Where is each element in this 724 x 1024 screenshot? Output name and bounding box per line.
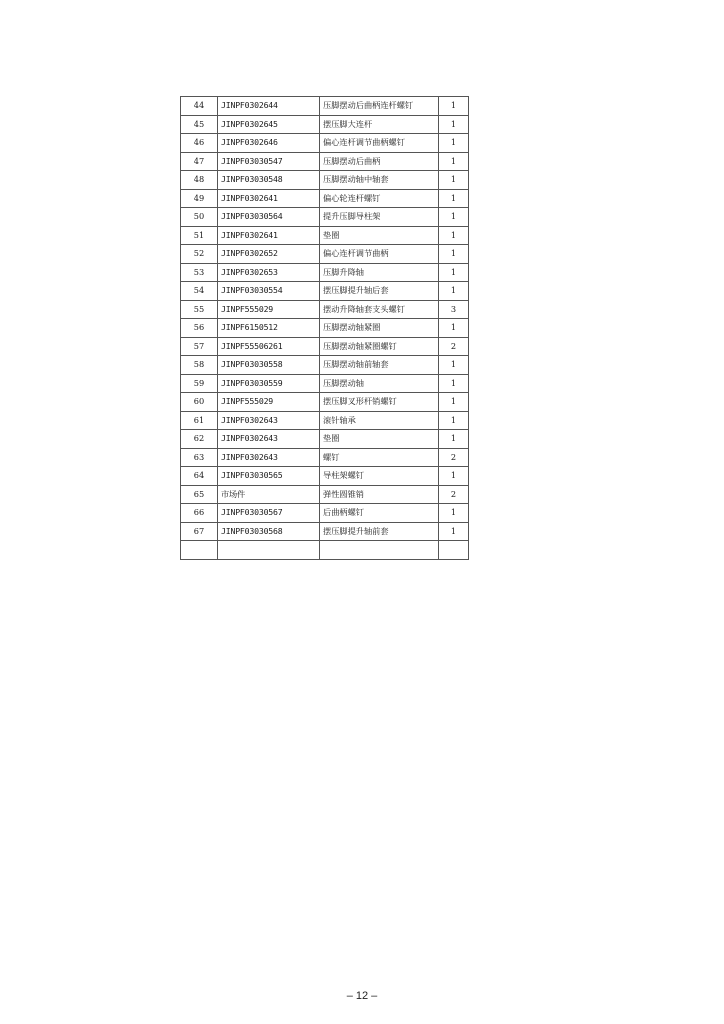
page-number: – 12 – (346, 990, 378, 1002)
part-code-cell: JINPF55506261 (218, 337, 320, 356)
quantity-cell: 1 (439, 263, 469, 282)
table-row (181, 541, 469, 560)
table-row (181, 393, 469, 412)
part-code-cell: JINPF555029 (218, 393, 320, 412)
part-code-cell: JINPF555029 (218, 300, 320, 319)
table-row (181, 356, 469, 375)
row-number-cell: 66 (181, 504, 218, 523)
row-number-cell: 64 (181, 467, 218, 486)
quantity-cell: 1 (439, 152, 469, 171)
table-row (181, 226, 469, 245)
row-number-cell: 53 (181, 263, 218, 282)
part-name-cell: 后曲柄螺钉 (320, 504, 439, 523)
row-number-cell: 55 (181, 300, 218, 319)
quantity-cell: 1 (439, 189, 469, 208)
table-row (181, 467, 469, 486)
table-row (181, 152, 469, 171)
part-code-cell: JINPF03030564 (218, 208, 320, 227)
part-code-cell: JINPF03030547 (218, 152, 320, 171)
part-code-cell: JINPF0302652 (218, 245, 320, 264)
quantity-cell: 1 (439, 374, 469, 393)
part-name-cell: 导柱架螺钉 (320, 467, 439, 486)
part-code-cell: JINPF0302643 (218, 448, 320, 467)
row-number-cell (181, 541, 218, 560)
part-name-cell: 压脚摆动后曲柄连杆螺钉 (320, 97, 439, 116)
part-code-cell: JINPF0302641 (218, 189, 320, 208)
table-row (181, 430, 469, 449)
quantity-cell: 1 (439, 393, 469, 412)
quantity-cell: 3 (439, 300, 469, 319)
row-number-cell: 62 (181, 430, 218, 449)
quantity-cell: 1 (439, 411, 469, 430)
table-row (181, 208, 469, 227)
row-number-cell: 50 (181, 208, 218, 227)
part-name-cell: 压脚摆动轴紧圈 (320, 319, 439, 338)
quantity-cell: 1 (439, 245, 469, 264)
part-name-cell: 压脚摆动轴前轴套 (320, 356, 439, 375)
row-number-cell: 59 (181, 374, 218, 393)
part-code-cell: JINPF0302643 (218, 430, 320, 449)
row-number-cell: 47 (181, 152, 218, 171)
quantity-cell: 1 (439, 171, 469, 190)
row-number-cell: 63 (181, 448, 218, 467)
row-number-cell: 51 (181, 226, 218, 245)
part-name-cell: 压脚摆动轴 (320, 374, 439, 393)
table-row (181, 374, 469, 393)
quantity-cell: 1 (439, 356, 469, 375)
table-row (181, 485, 469, 504)
quantity-cell: 1 (439, 430, 469, 449)
part-code-cell: JINPF03030567 (218, 504, 320, 523)
part-name-cell: 垫圈 (320, 226, 439, 245)
part-code-cell: JINPF0302645 (218, 115, 320, 134)
row-number-cell: 60 (181, 393, 218, 412)
row-number-cell: 61 (181, 411, 218, 430)
quantity-cell: 1 (439, 282, 469, 301)
parts-table (180, 96, 469, 560)
row-number-cell: 56 (181, 319, 218, 338)
table-row (181, 97, 469, 116)
table-row (181, 522, 469, 541)
table-row (181, 337, 469, 356)
part-name-cell: 压脚升降轴 (320, 263, 439, 282)
part-name-cell: 摆压脚提升轴后套 (320, 282, 439, 301)
table-row (181, 504, 469, 523)
row-number-cell: 48 (181, 171, 218, 190)
row-number-cell: 57 (181, 337, 218, 356)
quantity-cell: 1 (439, 134, 469, 153)
quantity-cell: 1 (439, 522, 469, 541)
part-name-cell: 偏心连杆调节曲柄螺钉 (320, 134, 439, 153)
quantity-cell: 1 (439, 467, 469, 486)
row-number-cell: 54 (181, 282, 218, 301)
quantity-cell: 1 (439, 208, 469, 227)
quantity-cell: 1 (439, 226, 469, 245)
table-row (181, 411, 469, 430)
part-name-cell: 压脚摆动后曲柄 (320, 152, 439, 171)
part-name-cell: 垫圈 (320, 430, 439, 449)
part-name-cell (320, 541, 439, 560)
row-number-cell: 52 (181, 245, 218, 264)
part-code-cell: JINPF0302643 (218, 411, 320, 430)
table-row (181, 245, 469, 264)
row-number-cell: 65 (181, 485, 218, 504)
quantity-cell: 1 (439, 115, 469, 134)
table-row (181, 300, 469, 319)
part-name-cell: 摆压脚提升轴前套 (320, 522, 439, 541)
part-code-cell: JINPF03030558 (218, 356, 320, 375)
part-code-cell: JINPF0302641 (218, 226, 320, 245)
table-row (181, 319, 469, 338)
quantity-cell: 2 (439, 448, 469, 467)
part-code-cell: JINPF03030559 (218, 374, 320, 393)
part-name-cell: 摆压脚叉形杆销螺钉 (320, 393, 439, 412)
part-name-cell: 提升压脚导柱架 (320, 208, 439, 227)
table-row (181, 282, 469, 301)
part-name-cell: 偏心轮连杆螺钉 (320, 189, 439, 208)
part-code-cell: JINPF03030554 (218, 282, 320, 301)
table-row (181, 448, 469, 467)
part-code-cell: JINPF03030548 (218, 171, 320, 190)
quantity-cell (439, 541, 469, 560)
table-row (181, 115, 469, 134)
part-name-cell: 摆压脚大连杆 (320, 115, 439, 134)
part-code-cell: JINPF6150512 (218, 319, 320, 338)
row-number-cell: 49 (181, 189, 218, 208)
table-row (181, 263, 469, 282)
part-code-cell: 市场件 (218, 485, 320, 504)
part-name-cell: 压脚摆动轴中轴套 (320, 171, 439, 190)
quantity-cell: 1 (439, 504, 469, 523)
row-number-cell: 45 (181, 115, 218, 134)
quantity-cell: 2 (439, 485, 469, 504)
part-name-cell: 滚针轴承 (320, 411, 439, 430)
row-number-cell: 44 (181, 97, 218, 116)
part-code-cell: JINPF0302646 (218, 134, 320, 153)
part-name-cell: 弹性圆锥销 (320, 485, 439, 504)
table-row (181, 171, 469, 190)
part-name-cell: 螺钉 (320, 448, 439, 467)
part-code-cell (218, 541, 320, 560)
quantity-cell: 2 (439, 337, 469, 356)
row-number-cell: 46 (181, 134, 218, 153)
quantity-cell: 1 (439, 319, 469, 338)
part-name-cell: 压脚摆动轴紧圈螺钉 (320, 337, 439, 356)
row-number-cell: 58 (181, 356, 218, 375)
parts-table-body (181, 97, 469, 560)
part-code-cell: JINPF0302653 (218, 263, 320, 282)
part-name-cell: 摆动升降轴套支头螺钉 (320, 300, 439, 319)
table-row (181, 134, 469, 153)
part-name-cell: 偏心连杆调节曲柄 (320, 245, 439, 264)
part-code-cell: JINPF03030568 (218, 522, 320, 541)
quantity-cell: 1 (439, 97, 469, 116)
part-code-cell: JINPF03030565 (218, 467, 320, 486)
table-row (181, 189, 469, 208)
part-code-cell: JINPF0302644 (218, 97, 320, 116)
row-number-cell: 67 (181, 522, 218, 541)
